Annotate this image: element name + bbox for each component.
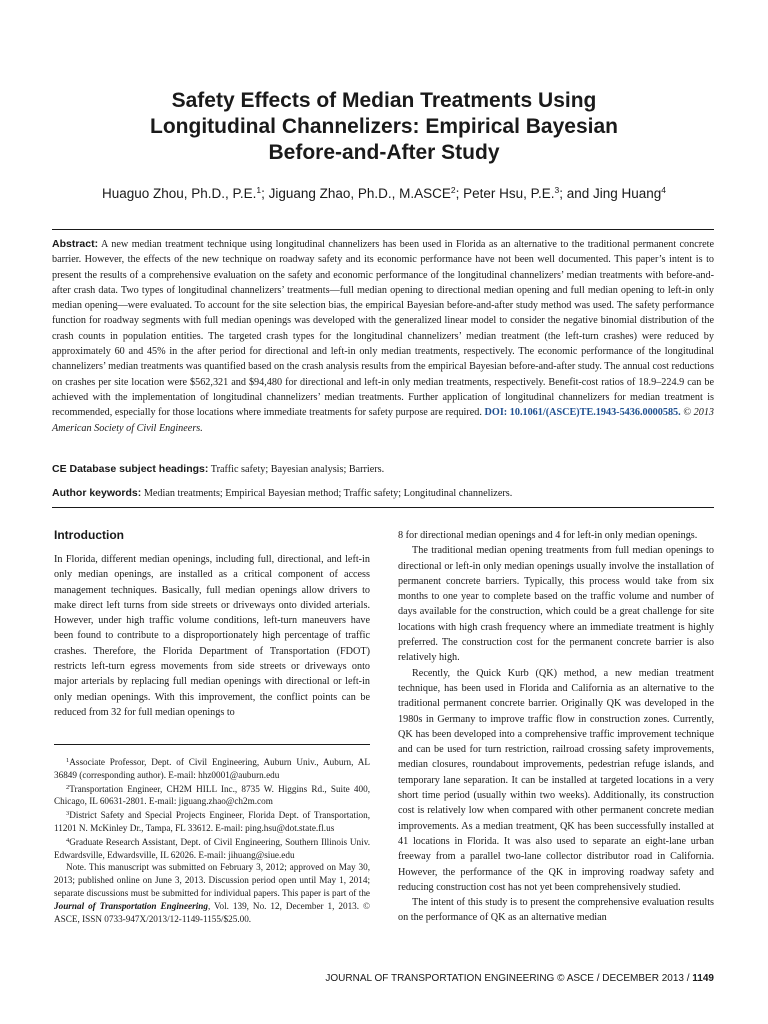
abstract <box>52 237 714 436</box>
footnotes <box>54 755 370 925</box>
author-1: Huaguo Zhou, Ph.D., P.E. <box>101 186 257 201</box>
intro-paragraph-1: In Florida, different median openings, including full, directional, and left-in only median openings, are installed as a critical component of access management techniques. Basically, full median openings allow drivers to make direct left turns from side streets or driveways onto divided arterials. However, under high traffic volume conditions, left-turn maneuvers have been found to contribute to a disproportionately high percentage of traffic crashes. Therefore, the Florida Department of Transportation (FDOT) restricts left-turn egress movements from side streets or driveways onto major arterials by replacing full median openings with directional or left-in only median openings. With this improvement, the conflict points can be reduced from 32 for full median openings to <box>54 554 370 718</box>
footnote-3 <box>54 808 370 835</box>
author-3-affil: 3 <box>554 185 560 195</box>
footnote-4-marker: 4 <box>66 836 70 844</box>
author-list <box>40 181 728 203</box>
subject-headings-label: CE Database subject headings: <box>52 463 209 475</box>
author-keywords-text: Median treatments; Empirical Bayesian method; Traffic safety; Longitudinal channelizers. <box>143 488 513 499</box>
manuscript-note-text: Note. This manuscript was submitted on February 3, 2012; approved on May 30, 2013; published online on June 3, 2013. Discussion period open until May 1, 2014; separate discussions must be submitted for individual papers. This paper is part of the <box>54 862 370 898</box>
title-line-3: Before-and-After Study <box>268 141 500 164</box>
right-paragraph-4: The intent of this study is to present the comprehensive evaluation results on the performance of QK as an alternative median <box>398 897 714 924</box>
author-2: ; Jiguang Zhao, Ph.D., M.ASCE <box>261 186 451 201</box>
footnote-2-text: Transportation Engineer, CH2M HILL Inc., 8735 W. Higgins Rd., Suite 400, Chicago, IL 60631-2801. E-mail: jiguang.zhao@ch2m.com <box>54 783 370 807</box>
footnote-2 <box>54 782 370 809</box>
abstract-top-rule <box>52 229 714 230</box>
subject-headings-text: Traffic safety; Bayesian analysis; Barriers. <box>210 464 385 475</box>
footer-journal: JOURNAL OF TRANSPORTATION ENGINEERING © ASCE / DECEMBER 2013 / <box>325 973 693 984</box>
keywords-bottom-rule <box>52 507 714 508</box>
manuscript-note <box>54 861 370 925</box>
right-paragraph-1: 8 for directional median openings and 4 for left-in only median openings. <box>398 530 698 541</box>
abstract-label: Abstract: <box>52 238 99 250</box>
author-keywords <box>52 486 714 501</box>
author-4: ; and Jing Huang <box>559 186 662 201</box>
footnote-2-marker: 2 <box>66 783 70 791</box>
footnote-4-text: Graduate Research Assistant, Dept. of Civil Engineering, Southern Illinois Univ. Edwardsville, Edwardsville, IL 62026. E-mail: jihuang@siue.edu <box>54 836 370 860</box>
footnote-4 <box>54 835 370 862</box>
manuscript-note-details: , Vol. 139, No. 12, December 1, 2013. © ASCE, ISSN 0733-947X/2013/12-1149-1155/$25.00. <box>54 900 370 924</box>
right-paragraph-3: Recently, the Quick Kurb (QK) method, a new median treatment technique, has been used in Florida and California as an alternative to the traditional permanent concrete barrier. Originally QK was developed in the 1980s in Germany to improve traffic flow in construction zones. Currently, QK has been developed into a comprehensive traffic improvement technique and can be used for turn restriction, railroad crossing safety improvements, median closures, roundabout improvements, pedestrian refuge islands, and temporary lane separation. It can be installed at targeted locations in a very short time period (usually within two weeks). Additionally, its construction cost is relatively low when compared with other permanent concrete median improvements. As a median treatment, QK has been successfully installed at 41 locations in Florida. It was also used to separate an eight-lane urban freeway from a parallel two-lane collector distributor road in California. However, the performance of the QK in improving roadway safety and reducing construction cost has not yet been comprehensively studied. <box>398 667 714 893</box>
right-paragraph-2: The traditional median opening treatments from full median openings to directional or left-in only median openings usually involve the installation of permanent concrete barriers. Typically, this process would take from six months to one year to complete based on the traffic volume and number of days available for the construction, which could be a great challenge for site locations with high crash frequency where an immediate treatment is highly preferred. The construction cost for the permanent concrete barrier is also relatively high. <box>398 545 714 664</box>
footnote-1 <box>54 755 370 782</box>
copyright-notice: © 2013 American Society of Civil Engineers. <box>52 407 715 434</box>
author-4-affil: 4 <box>661 185 667 195</box>
footnote-rule <box>54 744 370 745</box>
author-1-affil: 1 <box>256 185 262 195</box>
title-line-2: Longitudinal Channelizers: Empirical Bayesian <box>150 115 618 138</box>
author-2-affil: 2 <box>450 185 456 195</box>
footnote-1-marker: 1 <box>66 757 70 764</box>
footnote-3-marker: 3 <box>66 810 70 818</box>
journal-name: Journal of Transportation Engineering <box>54 900 208 911</box>
paper-title <box>60 88 708 166</box>
footnote-1-text: Associate Professor, Dept. of Civil Engineering, Auburn Univ., Auburn, AL 36849 (corresponding author). E-mail: hhz0001@auburn.edu <box>54 757 370 780</box>
page-footer <box>325 973 714 984</box>
subject-headings <box>52 462 714 477</box>
right-column <box>398 528 714 926</box>
author-3: ; Peter Hsu, P.E. <box>455 186 555 201</box>
doi-link[interactable]: DOI: 10.1061/(ASCE)TE.1943-5436.0000585. <box>484 407 681 419</box>
introduction-heading: Introduction <box>54 528 124 542</box>
footnote-3-text: District Safety and Special Projects Engineer, Florida Dept. of Transportation, 11201 N. McKinley Dr., Tampa, FL 33612. E-mail: ping.hsu@dot.state.fl.us <box>54 810 370 833</box>
page-number: 1149 <box>692 973 714 984</box>
left-column <box>54 552 370 720</box>
author-keywords-label: Author keywords: <box>52 487 142 499</box>
title-line-1: Safety Effects of Median Treatments Using <box>171 89 597 112</box>
abstract-text: A new median treatment technique using longitudinal channelizers has been used in Florida as an alternative to the traditional permanent concrete barrier. However, the effects of the new technique on roadway safety and its economic performance have not been well documented. This paper’s intent is to present the results of a comprehensive evaluation on the safety and economic performance of the longitudinal channelizers’ median treatments with before-and-after crash data. Two types of longitudinal channelizers’ treatments—full median opening to directional median opening and full median opening to left-in only median opening—were evaluated. To account for the site selection bias, the empirical Bayesian before-and-after study method was used. The safety performance function for roadway segments with full median openings was developed with the generalized linear model to consider the negative binomial distribution of the crash counts in population entities. The targeted crash types for the longitudinal channelizers’ median treatment (the left-turn crashes) were reduced by approximately 60 and 45% in the after period for directional and left-in only median treatments, respectively. The economic performance of the longitudinal channelizers’ median treatments was quantified based on the crash analysis results from the empirical Bayesian before-and-after study. The annual cost reductions on crashes per site location were $562,321 and $94,480 for directional and left-in only median treatments, respectively. Benefit-cost ratios of 18.9–224.9 can be achieved with the implementation of longitudinal channelizers’ median treatments. Further application of longitudinal channelizers for median treatment is recommended, especially for those locations where immediate treatments for safety purpose are required. <box>52 239 714 419</box>
